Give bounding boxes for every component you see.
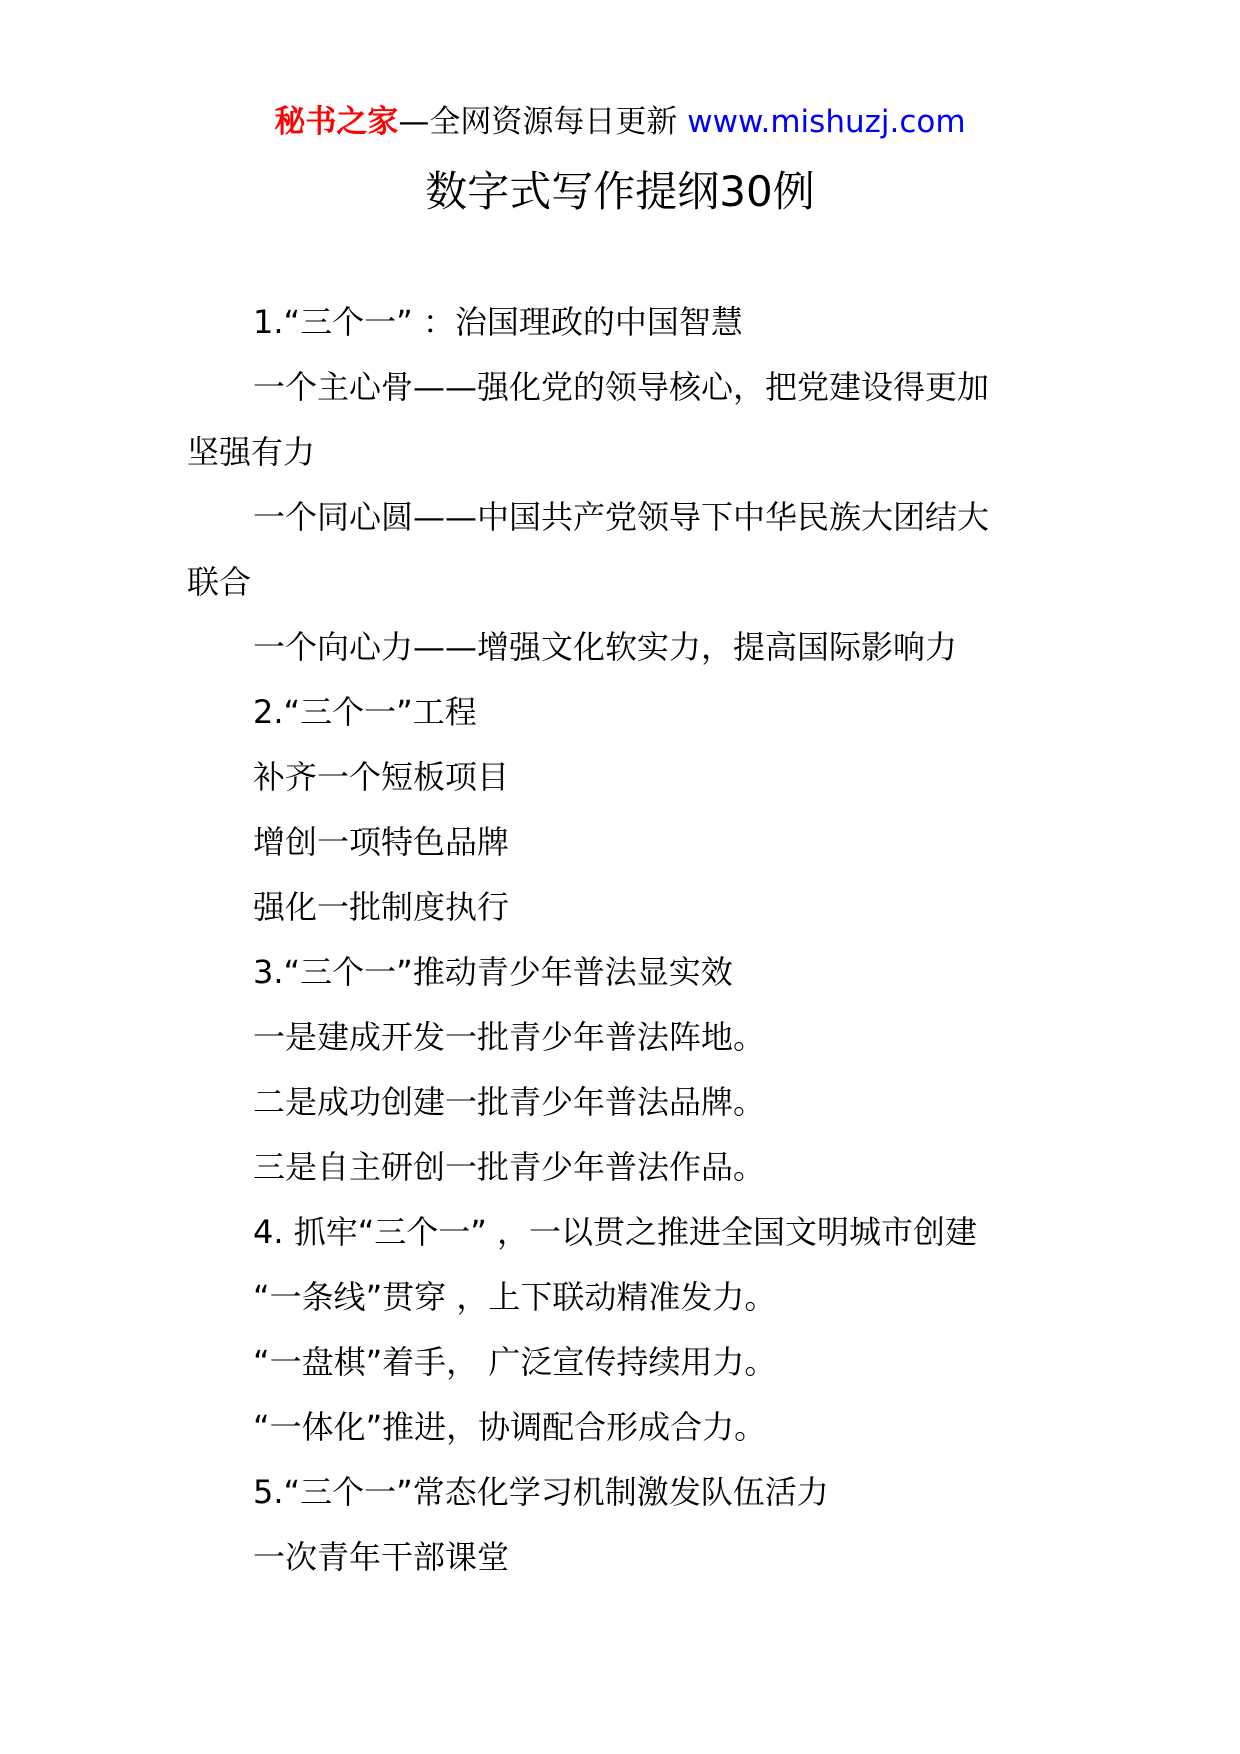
paragraph-line: 三是自主研创一批青少年普法作品。: [253, 1148, 766, 1186]
paragraph-line: “一条线”贯穿 ，上下联动精准发力。: [253, 1278, 777, 1316]
paragraph-line: “一体化”推进，协调配合形成合力。: [253, 1408, 767, 1446]
paragraph-line: 联合: [187, 563, 252, 601]
paragraph-line: 强化一批制度执行: [253, 888, 510, 926]
site-url-link[interactable]: www.mishuzj.com: [687, 104, 966, 140]
section-heading: 5.“三个一”常态化学习机制激发队伍活力: [253, 1473, 829, 1511]
paragraph-line: 一是建成开发一批青少年普法阵地。: [253, 1018, 766, 1056]
section-heading: 3.“三个一”推动青少年普法显实效: [253, 953, 733, 991]
paragraph-line: 一个同心圆——中国共产党领导下中华民族大团结大: [253, 498, 990, 536]
paragraph-line: 补齐一个短板项目: [253, 758, 510, 796]
site-tagline: —全网资源每日更新: [398, 104, 678, 140]
paragraph-line: 一次青年干部课堂: [253, 1538, 510, 1576]
site-brand: 秘书之家: [274, 104, 399, 140]
paragraph-line: 一个主心骨——强化党的领导核心，把党建设得更加: [253, 368, 990, 406]
paragraph-line: “一盘棋”着手， 广泛宣传持续用力。: [253, 1343, 777, 1381]
site-header: [0, 100, 1240, 144]
paragraph-line: 增创一项特色品牌: [253, 823, 510, 861]
paragraph-line: 坚强有力: [187, 433, 316, 471]
document-body: [187, 290, 1057, 1590]
section-heading: 2.“三个一”工程: [253, 693, 477, 731]
section-heading: 4. 抓牢“三个一” ，一以贯之推进全国文明城市创建: [253, 1213, 978, 1251]
paragraph-line: 一个向心力——增强文化软实力，提高国际影响力: [253, 628, 958, 666]
document-title: 数字式写作提纲30例: [425, 167, 815, 216]
paragraph-line: 二是成功创建一批青少年普法品牌。: [253, 1083, 766, 1121]
section-heading: 1.“三个一” ：治国理政的中国智慧: [253, 303, 743, 341]
